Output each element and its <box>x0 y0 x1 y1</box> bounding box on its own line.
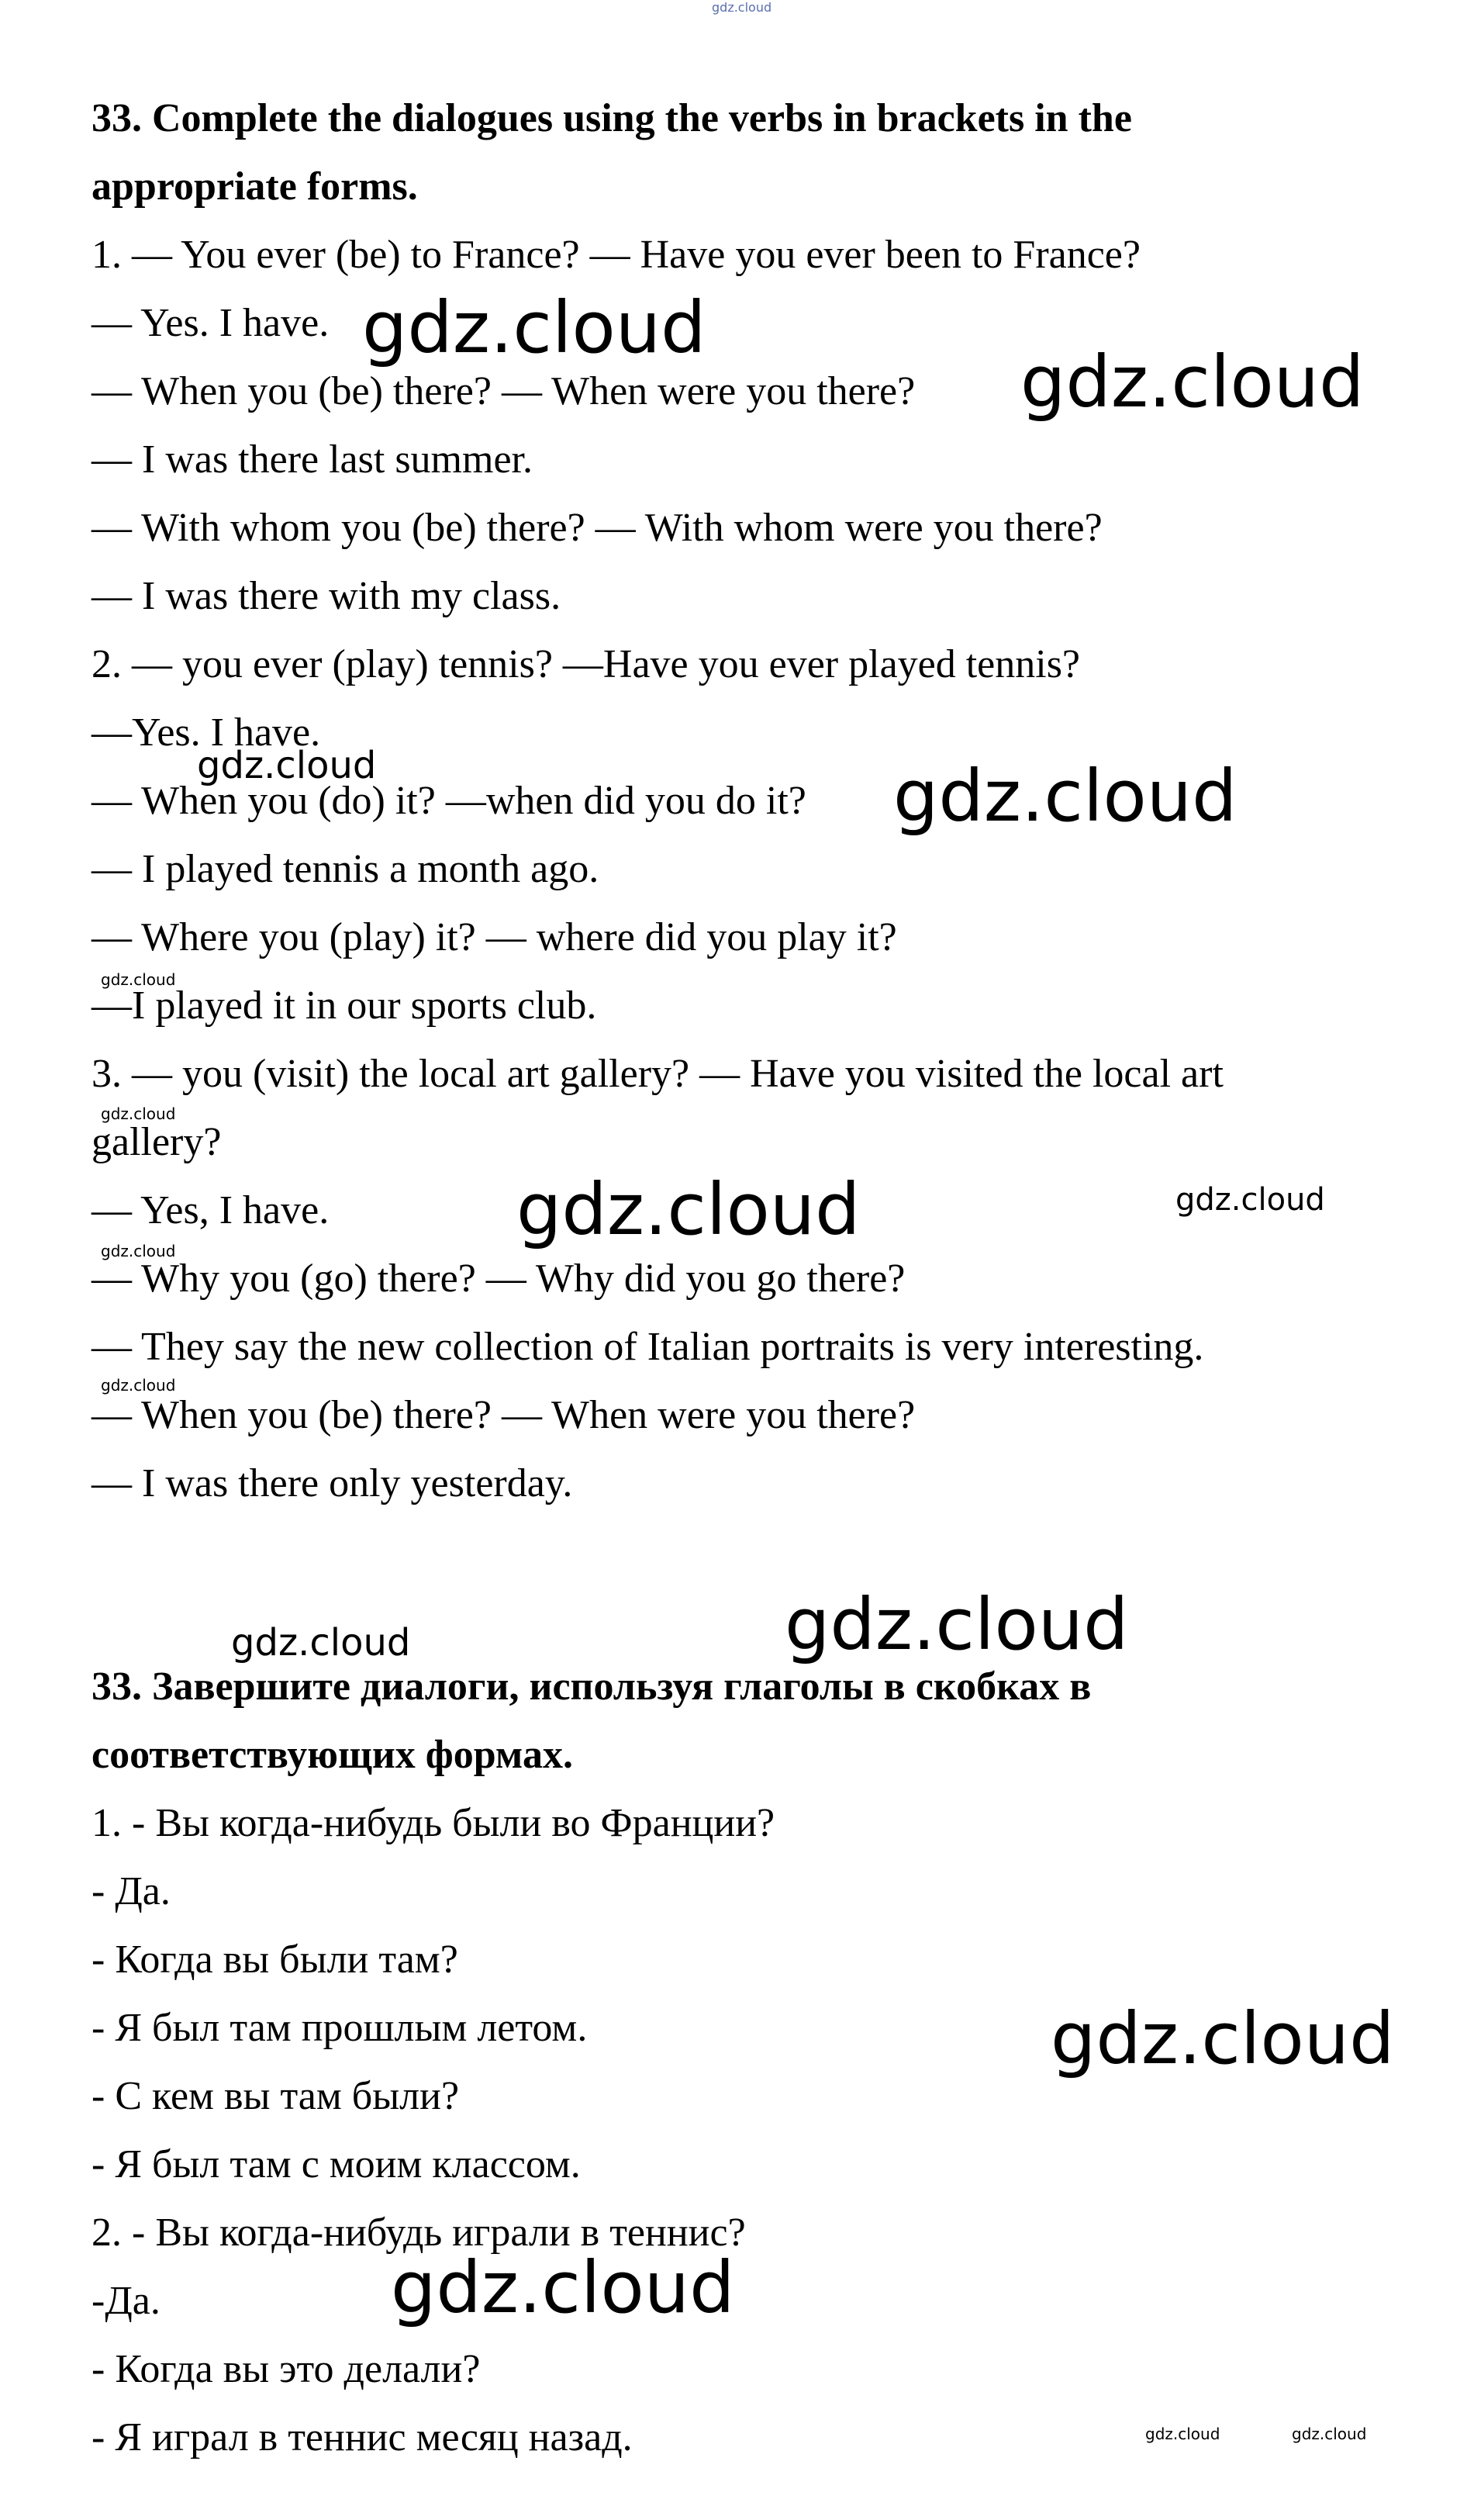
dialogue-line: — They say the new collection of Italian portraits is very interesting. <box>91 1325 1204 1369</box>
watermark: gdz.cloud <box>231 1621 411 1664</box>
watermark: gdz.cloud <box>101 1104 176 1123</box>
watermark: gdz.cloud <box>1020 340 1365 423</box>
watermark: gdz.cloud <box>391 2246 735 2329</box>
dialogue-line: gallery? <box>91 1120 222 1164</box>
exercise-heading-ru-cont: соответствующих формах. <box>91 1733 573 1777</box>
dialogue-line: — With whom you (be) there? — With whom were you there? <box>91 506 1103 550</box>
exercise-heading-ru: 33. Завершите диалоги, используя глаголы в скобках в <box>91 1664 1092 1709</box>
exercise-heading-en: 33. Complete the dialogues using the verbs in brackets in the <box>91 96 1132 140</box>
watermark-top: gdz.cloud <box>712 0 772 15</box>
dialogue-line: — When you (be) there? — When were you there? <box>91 1393 916 1437</box>
watermark: gdz.cloud <box>516 1168 861 1251</box>
watermark: gdz.cloud <box>893 755 1237 838</box>
dialogue-line: — Yes, I have. <box>91 1188 330 1232</box>
translation-line: - Да. <box>91 1869 171 1913</box>
dialogue-line: 3. — you (visit) the local art gallery? — Have you visited the local art <box>91 1052 1224 1096</box>
watermark: gdz.cloud <box>101 970 176 989</box>
watermark: gdz.cloud <box>1145 2425 1220 2443</box>
dialogue-line: 1. — You ever (be) to France? — Have you ever been to France? <box>91 233 1141 277</box>
dialogue-line: — I was there with my class. <box>91 574 561 618</box>
dialogue-line: — Yes. I have. <box>91 301 330 345</box>
dialogue-line: — When you (be) there? — When were you there? <box>91 369 916 413</box>
watermark: gdz.cloud <box>1051 1997 1395 2080</box>
dialogue-line: — When you (do) it? —when did you do it? <box>91 779 806 823</box>
translation-line: - Я играл в теннис месяц назад. <box>91 2415 633 2460</box>
translation-line: - Когда вы были там? <box>91 1938 458 1982</box>
watermark: gdz.cloud <box>101 1376 176 1395</box>
watermark: gdz.cloud <box>785 1583 1129 1666</box>
watermark: gdz.cloud <box>1175 1182 1325 1218</box>
dialogue-line: — Where you (play) it? — where did you play it? <box>91 915 897 959</box>
translation-line: - Когда вы это делали? <box>91 2347 481 2391</box>
dialogue-line: —Yes. I have. <box>91 710 321 755</box>
watermark: gdz.cloud <box>101 1242 176 1260</box>
dialogue-line: —I played it in our sports club. <box>91 983 597 1028</box>
translation-line: 2. - Вы когда-нибудь играли в теннис? <box>91 2211 746 2255</box>
translation-line: - Я был там с моим классом. <box>91 2142 581 2186</box>
translation-line: - Я был там прошлым летом. <box>91 2006 588 2050</box>
dialogue-line: — I was there only yesterday. <box>91 1461 573 1505</box>
translation-line: 1. - Вы когда-нибудь были во Франции? <box>91 1801 775 1845</box>
dialogue-line: 2. — you ever (play) tennis? —Have you ever played tennis? <box>91 642 1081 686</box>
dialogue-line: — Why you (go) there? — Why did you go there? <box>91 1257 906 1301</box>
translation-line: -Да. <box>91 2279 161 2323</box>
dialogue-line: — I was there last summer. <box>91 437 533 482</box>
translation-line: - С кем вы там были? <box>91 2074 460 2118</box>
watermark: gdz.cloud <box>1292 2425 1367 2443</box>
watermark: gdz.cloud <box>362 286 706 369</box>
watermark: gdz.cloud <box>197 744 377 787</box>
exercise-heading-en-cont: appropriate forms. <box>91 164 418 209</box>
dialogue-line: — I played tennis a month ago. <box>91 847 599 891</box>
